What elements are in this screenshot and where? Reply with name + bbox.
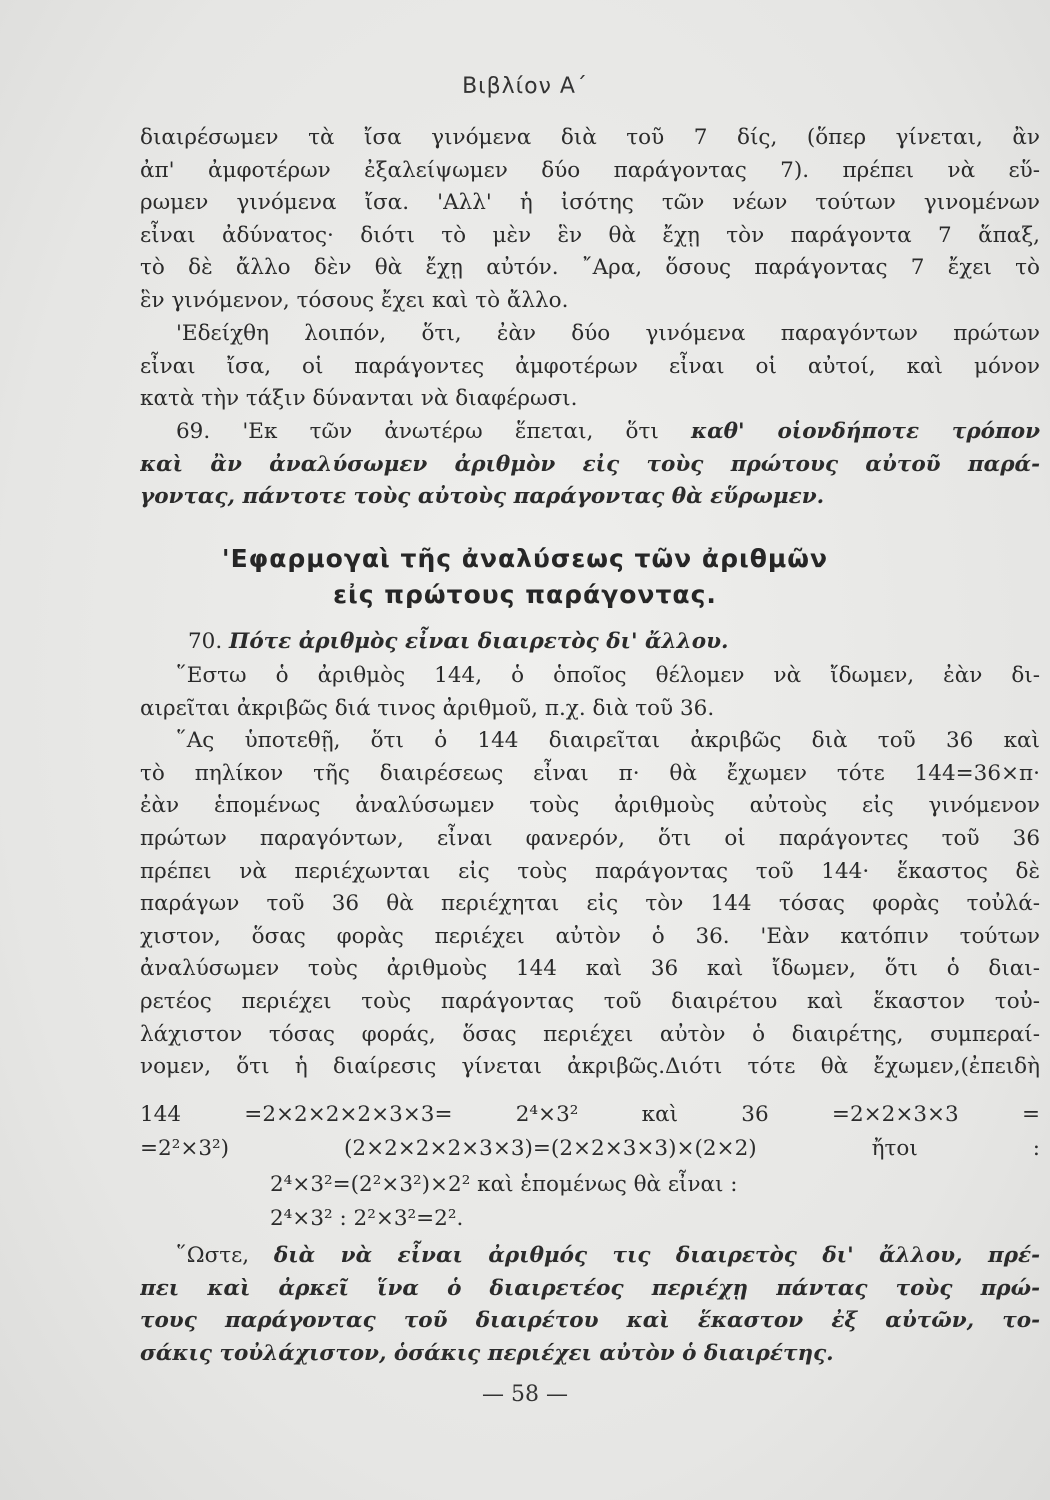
formula-line-3: 2⁴×3²=(2²×3²)×2² καὶ ἑπομένως θὰ εἶναι :	[270, 1172, 738, 1197]
section-title-line-1: 'Εφαρμογαὶ τῆς ἀναλύσεως τῶν ἀριθμῶν	[221, 544, 829, 573]
paragraph-70-heading	[140, 626, 1040, 659]
conclusion-rule-line: σάκις τοὐλάχιστον, ὁσάκις περιέχει αὐτὸν ὁ διαιρέτης.	[140, 1340, 834, 1366]
text-line: πρώτων παραγόντων, εἶναι φανερόν, ὅτι οἱ παράγοντες τοῦ 36	[140, 825, 1040, 851]
paragraph-proof-conclusion	[140, 318, 1040, 416]
paragraph-70-body	[140, 660, 1040, 1084]
text-line: εἶναι ἴσα, οἱ παράγοντες ἀμφοτέρων εἶναι οἱ αὐτοί, καὶ μόνον	[140, 353, 1040, 379]
text-line: ρωμεν γινόμενα ἴσα. 'Αλλ' ἡ ἰσότης τῶν νέων τούτων γινομένων	[140, 190, 1040, 216]
conclusion-rule-line: πει καὶ ἀρκεῖ ἵνα ὁ διαιρετέος περιέχῃ πάντας τοὺς πρώ-	[140, 1275, 1040, 1301]
text-line: ἀναλύσωμεν τοὺς ἀριθμοὺς 144 καὶ 36 καὶ ἴδωμεν, ὅτι ὁ διαι-	[140, 956, 1040, 982]
conclusion-intro: ῞Ωστε,	[176, 1243, 274, 1268]
text-line	[140, 1240, 1040, 1273]
text-line: κατὰ τὴν τάξιν δύνανται νὰ διαφέρωσι.	[140, 386, 578, 412]
paragraph-69-intro: 69. 'Εκ τῶν ἀνωτέρω ἕπεται, ὅτι	[176, 419, 692, 444]
paragraph-continuation	[140, 122, 1040, 318]
text-line: ρετέος περιέχει τοὺς παράγοντας τοῦ διαιρέτου καὶ ἕκαστον τοὐ-	[140, 988, 1040, 1014]
text-line: διαιρέσωμεν τὰ ἴσα γινόμενα διὰ τοῦ 7 δίς, (ὅπερ γίνεται, ἂν	[140, 125, 1040, 150]
text-line: παράγων τοῦ 36 θὰ περιέχηται εἰς τὸν 144 τόσας φορὰς τοὐλά-	[140, 891, 1040, 917]
paragraph-69-theorem: καθ' οἱονδήποτε τρόπον	[691, 419, 1040, 444]
formula-line-4: 2⁴×3² : 2²×3²=2².	[270, 1206, 464, 1231]
text-line: λάχιστον τόσας φοράς, ὅσας περιέχει αὐτὸν ὁ διαιρέτης, συμπεραί-	[140, 1021, 1040, 1047]
formula-line-2: =2²×3²) (2×2×2×2×3×3)=(2×2×3×3)×(2×2) ἤτοι :	[140, 1136, 1040, 1161]
text-line: ἐὰν ἑπομένως ἀναλύσωμεν τοὺς ἀριθμοὺς αὐτοὺς εἰς γινόμενον	[140, 793, 1040, 819]
text-line: εἶναι ἀδύνατος· διότι τὸ μὲν ἓν θὰ ἔχῃ τὸν παράγοντα 7 ἅπαξ,	[140, 222, 1040, 248]
section-title-line-2: εἰς πρώτους παράγοντας.	[333, 580, 717, 609]
text-line: ῞Ας ὑποτεθῇ, ὅτι ὁ 144 διαιρεῖται ἀκριβῶς διὰ τοῦ 36 καὶ	[176, 728, 1040, 754]
text-line: αιρεῖται ἀκριβῶς διά τινος ἀριθμοῦ, π.χ. διὰ τοῦ 36.	[140, 695, 715, 721]
paragraph-conclusion	[140, 1240, 1040, 1370]
text-line: 'Εδείχθη λοιπόν, ὅτι, ἐὰν δύο γινόμενα παραγόντων πρώτων	[176, 321, 1040, 346]
page-number: — 58 —	[482, 1382, 568, 1407]
paragraph-number: 70.	[188, 629, 230, 654]
text-line: πρέπει νὰ περιέχωνται εἰς τοὺς παράγοντας τοῦ 144· ἕκαστος δὲ	[140, 858, 1040, 884]
text-line: χιστον, ὅσας φορὰς περιέχει αὐτὸν ὁ 36. 'Εὰν κατόπιν τούτων	[140, 923, 1040, 949]
paragraph-69-theorem-line: γοντας, πάντοτε τοὺς αὐτοὺς παράγοντας θὰ εὕρωμεν.	[140, 484, 825, 510]
text-line: νομεν, ὅτι ἡ διαίρεσις γίνεται ἀκριβῶς.Διότι τότε θὰ ἔχωμεν,(ἐπειδὴ	[140, 1054, 1040, 1080]
text-line: τὸ δὲ ἄλλο δὲν θὰ ἔχῃ αὐτόν. ῎Αρα, ὅσους παράγοντας 7 ἔχει τὸ	[140, 255, 1040, 281]
text-line: τὸ πηλίκον τῆς διαιρέσεως εἶναι π· θὰ ἔχωμεν τότε 144=36×π·	[140, 760, 1040, 786]
formula-line-1: 144 =2×2×2×2×3×3= 2⁴×3² καὶ 36 =2×2×3×3 =	[140, 1102, 1040, 1127]
text-line: ἓν γινόμενον, τόσους ἔχει καὶ τὸ ἄλλο.	[140, 287, 569, 313]
conclusion-rule-line: τους παράγοντας τοῦ διαιρέτου καὶ ἕκαστον ἐξ αὐτῶν, το-	[140, 1308, 1040, 1334]
text-line: ἀπ' ἀμφοτέρων ἐξαλείψωμεν δύο παράγοντας 7). πρέπει νὰ εὕ-	[140, 157, 1040, 183]
running-header: Βιβλίον Α΄	[462, 74, 588, 99]
conclusion-rule: διὰ νὰ εἶναι ἀριθμός τις διαιρετὸς δι' ἄλλου, πρέ-	[273, 1243, 1040, 1268]
paragraph-69	[140, 416, 1040, 514]
paragraph-70-title: Πότε ἀριθμὸς εἶναι διαιρετὸς δι' ἄλλου.	[229, 629, 729, 654]
paragraph-69-theorem-line: καὶ ἂν ἀναλύσωμεν ἀριθμὸν εἰς τοὺς πρώτους αὐτοῦ παρά-	[140, 451, 1040, 477]
text-line	[140, 416, 1040, 449]
text-line: ῞Εστω ὁ ἀριθμὸς 144, ὁ ὁποῖος θέλομεν νὰ ἴδωμεν, ἐὰν δι-	[176, 663, 1040, 688]
